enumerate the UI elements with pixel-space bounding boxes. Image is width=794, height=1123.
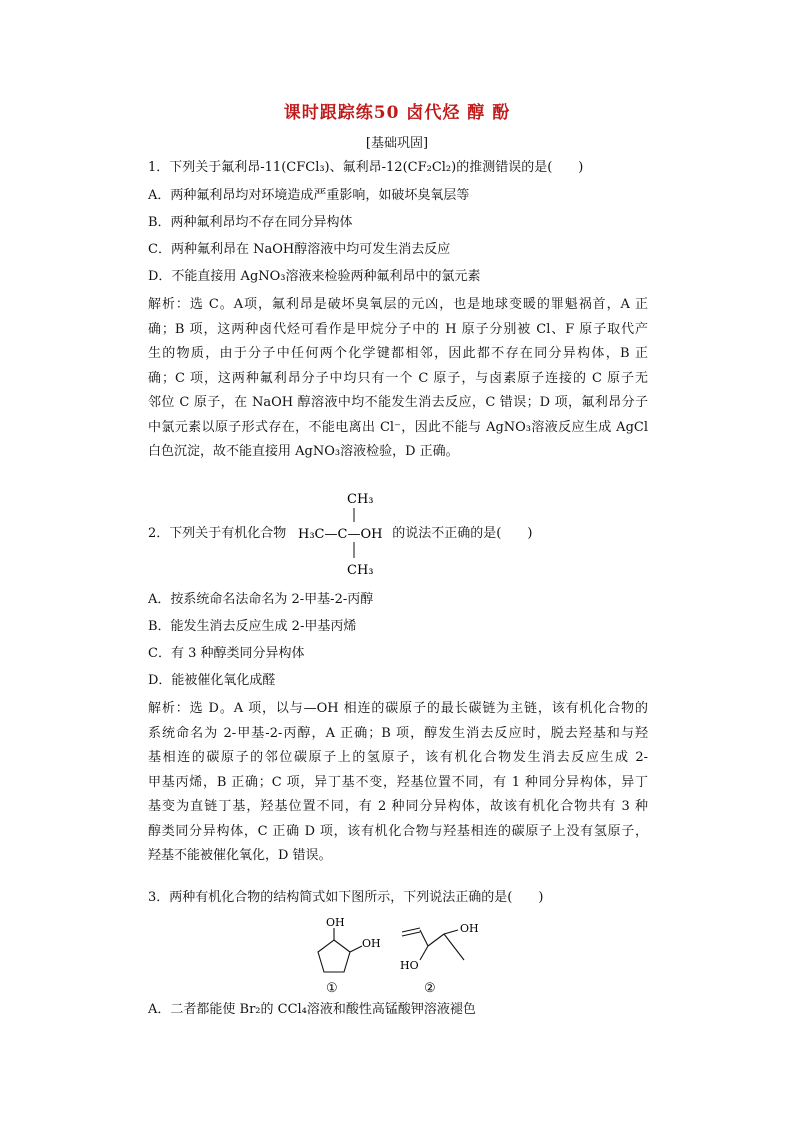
analysis-line: 醇类同分异构体，C 正确 D 项，该有机化合物与羟基相连的碳原子上没有氢原子， xyxy=(148,823,648,839)
question-3-stem: 3．两种有机化合物的结构简式如下图所示，下列说法正确的是( ) xyxy=(148,890,544,905)
structure-main-chain: H₃C—C—OH xyxy=(298,527,383,542)
question-1-analysis xyxy=(148,293,648,465)
hydroxyl-label: OH xyxy=(460,922,479,935)
question-2-analysis xyxy=(148,697,648,869)
question-3-structures xyxy=(300,912,500,1000)
analysis-line: 系统命名为 2-甲基-2-丙醇，A 正确；B 项，醇发生消去反应时，脱去羟基和与羟 xyxy=(148,725,648,741)
question-1-option-b: B．两种氟利昂均不存在同分异构体 xyxy=(148,215,353,230)
question-2-stem-before: 2．下列关于有机化合物 xyxy=(148,526,287,541)
question-2-option-a: A．按系统命名法命名为 2-甲基-2-丙醇 xyxy=(148,592,374,607)
analysis-line: 中氯元素以原子形式存在，不能电离出 Cl⁻，因此不能与 AgNO₃溶液反应生成 AgCl xyxy=(148,419,648,435)
pentenediol-structure xyxy=(400,922,479,996)
hydroxyl-label: HO xyxy=(400,959,419,972)
page-title: 课时跟踪练50 卤代烃 醇 酚 xyxy=(283,103,511,123)
analysis-line: 生的物质，由于分子中任何两个化学键都相邻，因此都不存在同分异构体，B 正 xyxy=(148,346,648,361)
analysis-line: 基相连的碳原子的邻位碳原子上的氢原子，该有机化合物发生消去反应生成 2- xyxy=(148,750,648,765)
question-2-option-d: D．能被催化氧化成醛 xyxy=(148,673,276,688)
hydroxyl-label: OH xyxy=(326,916,345,929)
structure-label-2: ② xyxy=(424,981,436,996)
question-2-option-b: B．能发生消去反应生成 2-甲基丙烯 xyxy=(148,619,357,634)
analysis-line: 羟基不能被催化氧化，D 错误。 xyxy=(148,848,332,863)
question-3-option-a: A．二者都能使 Br₂的 CCl₄溶液和酸性高锰酸钾溶液褪色 xyxy=(148,1002,476,1017)
structure-label-1: ① xyxy=(326,981,338,996)
analysis-line: 基变为直链丁基，羟基位置不同，有 2 种同分异构体，故该有机化合物共有 3 种 xyxy=(148,799,648,814)
question-1-option-d: D．不能直接用 AgNO₃溶液来检验两种氟利昂中的氯元素 xyxy=(148,269,481,284)
analysis-line: 确；C 项，这两种氟利昂分子中均只有一个 C 原子，与卤素原子连接的 C 原子无 xyxy=(148,370,648,386)
question-2-option-c: C．有 3 种醇类同分异构体 xyxy=(148,646,305,661)
analysis-line: 邻位 C 原子，在 NaOH 醇溶液中均不能发生消去反应，C 错误；D 项，氟利昂分子 xyxy=(148,395,648,410)
tert-butanol-structure xyxy=(296,486,416,582)
analysis-line: 解析：选 D。A 项，以与—OH 相连的碳原子的最长碳链为主链，该有机化合物的 xyxy=(148,701,648,716)
question-1-option-a: A．两种氟利昂均对环境造成严重影响，如破坏臭氧层等 xyxy=(148,188,470,203)
question-1-option-c: C．两种氟利昂在 NaOH醇溶液中均可发生消去反应 xyxy=(148,242,451,257)
section-heading: [基础巩固] xyxy=(365,136,429,151)
question-2-stem-after: 的说法不正确的是( ) xyxy=(392,526,533,541)
structure-bottom-methyl: CH₃ xyxy=(347,563,374,578)
analysis-line: 甲基丙烯，B 正确；C 项，异丁基不变，羟基位置不同，有 1 种同分异构体，异丁 xyxy=(148,774,648,790)
hydroxyl-label: OH xyxy=(362,937,381,950)
question-1-stem: 1．下列关于氟利昂-11(CFCl₃)、氟利昂-12(CF₂Cl₂)的推测错误的是( ) xyxy=(148,160,584,175)
analysis-line: 解析：选 C。A项，氟利昂是破坏臭氧层的元凶，也是地球变暖的罪魁祸首，A 正 xyxy=(148,297,648,312)
structure-top-methyl: CH₃ xyxy=(347,492,374,507)
analysis-line: 白色沉淀，故不能直接用 AgNO₃溶液检验，D 正确。 xyxy=(148,444,459,459)
cyclopentanediol-structure xyxy=(318,916,381,996)
analysis-line: 确；B 项，这两种卤代烃可看作是甲烷分子中的 H 原子分别被 Cl、F 原子取代产 xyxy=(148,321,648,337)
